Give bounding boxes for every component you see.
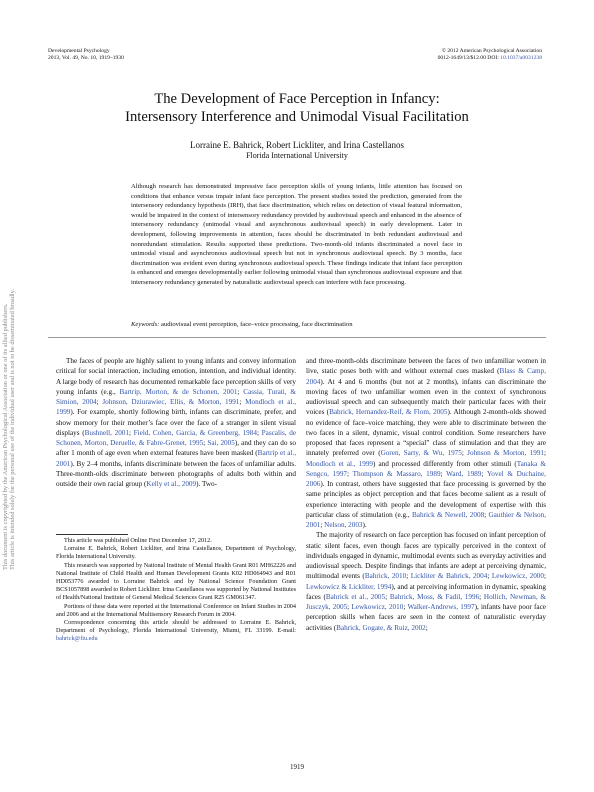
title-line-1: The Development of Face Perception in Infancy: bbox=[154, 91, 440, 107]
citation-link[interactable]: Lewkowicz, 2010 bbox=[351, 603, 404, 611]
paragraph: The majority of research on face perception has focused on infant perception of static silent faces, even though faces are typically perceived in the context of individuals engaged in dynamic, multimodal events such as everyday activities and audiovisual speech. Despite findings that infants are adept at perceiving dynamic, multimodal events (Bahrick, 2010; Lickliter & Bahrick, 2004; Lewkowicz, 2000; Lewkowicz & Lickliter, 1994), and at perceiving information in dynamic, speaking faces (Bahrick et al., 2005; Bahrick, Moss, & Fadil, 1996; Hollich, Newman, & Jusczyk, 2005; Lewkowicz, 2010; Walker-Andrews, 1997), infants have poor face perception skills when faces are seen in the context of naturalistic everyday activities (Bahrick, Gogate, & Ruiz, 2002; bbox=[306, 531, 547, 632]
issn: 0012-1649/13/$12.00 bbox=[437, 55, 486, 61]
footnote-affiliations: Lorraine E. Bahrick, Robert Lickliter, and Irina Castellanos, Department of Psychology, Florida International University. bbox=[56, 545, 296, 561]
footnotes bbox=[56, 537, 296, 644]
affiliation: Florida International University bbox=[246, 151, 348, 160]
paragraph: and three-month-olds discriminate between the faces of two unfamiliar women in live, static poses both with and without external cues masked (Blass & Camp, 2004). At 4 and 6 months (but not at 2 months), infants can discriminate the moving faces of two unfamiliar women even in the context of synchronous audiovisual speech and can subsequently match their particular faces with their voices (Bahrick, Hernandez-Reif, & Flom, 2005). Although 2-month-olds showed no evidence of face–voice matching, they were able to discriminate between the two faces in a silent, dynamic, visual control condition. Some researchers have proposed that faces represent a “special” class of stimulation and that they are innately preferred over (Goren, Sarty, & Wu, 1975; Johnson & Morton, 1991; Mondloch et al., 1999) and processed differently from other stimuli (Tanaka & Sengco, 1997; Thompson & Massaro, 1989; Ward, 1989; Yovel & Duchaine, 2006). In contrast, others have suggested that face processing is governed by the same principles as object perception and that faces become salient as a result of experience interacting with people and the development of expertise with this particular class of stimulation (e.g., Bahrick & Newell, 2008; Gauthier & Nelson, 2001; Nelson, 2003). bbox=[306, 357, 547, 529]
citation-link[interactable]: Walker-Andrews, 1997 bbox=[407, 603, 475, 611]
footnote-presentations: Portions of these data were reported at the International Conference on Infant Studies in 2004 and 2006 and at the International Multisensory Research Forum in 2004. bbox=[56, 602, 296, 618]
citation-link[interactable]: Lewkowicz, 2000 bbox=[491, 572, 544, 581]
copyright-header bbox=[438, 48, 542, 62]
citation-link[interactable]: Lewkowicz & Lickliter, 1994 bbox=[306, 582, 392, 591]
volume-info: 2013, Vol. 49, No. 10, 1919–1930 bbox=[48, 55, 124, 61]
citation-link[interactable]: Bahrick, 2010 bbox=[364, 572, 407, 581]
citation-link[interactable]: Kelly et al., 2009 bbox=[146, 480, 197, 488]
citation-link[interactable]: Bahrick, Moss, & Fadil, 1996 bbox=[389, 592, 480, 601]
author-list: Lorraine E. Bahrick, Robert Lickliter, and Irina Castellanos bbox=[189, 140, 405, 150]
keywords-label: Keywords: bbox=[131, 321, 160, 328]
citation-link[interactable]: Blass & Camp, 2004 bbox=[306, 367, 546, 386]
citation-link[interactable]: Sai, 2005 bbox=[207, 439, 235, 447]
citation-link[interactable]: Bushnell, 2001 bbox=[84, 428, 129, 437]
right-column bbox=[306, 356, 546, 633]
citation-link[interactable]: Mondloch et al., 1999 bbox=[306, 459, 374, 468]
doi-label: DOI: bbox=[487, 55, 499, 61]
citation-link[interactable]: Yovel & Duchaine, 2006 bbox=[306, 469, 546, 488]
citation-link[interactable]: Johnson & Morton, 1991 bbox=[467, 449, 545, 458]
issn-doi-line bbox=[438, 55, 542, 62]
article-title bbox=[60, 90, 534, 126]
sidebar-line-2: This article is intended solely for the personal use of the individual user and is not to be disseminated broadly. bbox=[9, 288, 16, 570]
citation-link[interactable]: Bahrick, Gogate, & Ruiz, 2002 bbox=[336, 623, 426, 632]
journal-header bbox=[48, 48, 124, 62]
doi-link[interactable]: 10.1037/a0031238 bbox=[500, 55, 542, 61]
keywords bbox=[131, 320, 471, 329]
citation-link[interactable]: Field, Cohen, Garcia, & Greenberg, 1984 bbox=[133, 428, 257, 437]
citation-link[interactable]: Bahrick et al., 2005 bbox=[325, 592, 386, 601]
journal-name: Developmental Psychology bbox=[48, 48, 110, 54]
citation-link[interactable]: Bartrip et al., 2001 bbox=[56, 449, 296, 468]
footnote-correspondence: Correspondence concerning this article should be addressed to Lorraine E. Bahrick, Department of Psychology, Florida International University, Miami, FL 33199. E-mail: bahrick@fiu.edu bbox=[56, 619, 296, 643]
citation-link[interactable]: Nelson, 2003 bbox=[324, 521, 363, 529]
title-line-2: Intersensory Interference and Unimodal Visual Facilitation bbox=[125, 109, 469, 125]
sidebar-line-1: This document is copyrighted by the American Psychological Association or one of its allied publishers. bbox=[2, 303, 9, 570]
citation-link[interactable]: Pascalis, de Schonen, Morton, Deruelle, & Fabre-Grenet, 1995 bbox=[56, 428, 297, 447]
citation-link[interactable]: Bartrip, Morton, & de Schonen, 2001 bbox=[119, 387, 238, 396]
citation-link[interactable]: Thompson & Massaro, 1989 bbox=[352, 469, 441, 478]
paragraph: The faces of people are highly salient to young infants and convey information critical for social interaction, including emotion, intention, and individual identity. A large body of research has documented remarkable face perception skills of very young infants (e.g., Bartrip, Morton, & de Schonen, 2001; Cassia, Turati, & Simion, 2004; Johnson, Dziurawiec, Ellis, & Morton, 1991; Mondloch et al., 1999). For example, shortly following birth, infants can discriminate, prefer, and show memory for their mother’s face over the face of a stranger in silent visual displays (Bushnell, 2001; Field, Cohen, Garcia, & Greenberg, 1984; Pascalis, de Schonen, Morton, Deruelle, & Fabre-Grenet, 1995; Sai, 2005), and they can do so after 1 month of age even when external features have been masked (Bartrip et al., 2001). By 2–4 months, infants discriminate between the faces of unfamiliar adults. Three-month-olds discriminate between photographs of adults both within and outside their own racial group (Kelly et al., 2009). Two- bbox=[56, 357, 297, 488]
abstract: Although research has demonstrated impressive face perception skills of young infants, little attention has focused on conditions that enhance versus impair infant face perception. The present studies tested the prediction, generated from the intersensory redundancy hypothesis (IRH), that face discrimination, which relies on detection of visual featural information, would be impaired in the context of intersensory redundancy provided by audiovisual speech and enhanced in the absence of intersensory redundancy (unimodal visual and asynchronous audiovisual speech) in early development. Later in development, following improvements in attention, faces should be discriminated in both redundant audiovisual and nonredundant stimulation. Results supported these predictions. Two-month-old infants discriminated a novel face in unimodal visual and asynchronous audiovisual speech but not in synchronous audiovisual speech. By 3 months, face discrimination was evident even during synchronous audiovisual speech. These findings indicate that infant face perception is enhanced and emerges developmentally earlier following unimodal visual than synchronous audiovisual exposure and that intersensory redundancy generated by naturalistic audiovisual speech can interfere with face processing. bbox=[131, 183, 462, 286]
citation-link[interactable]: Hollich, Newman, & Jusczyk, 2005 bbox=[306, 592, 547, 611]
citation-link[interactable]: Tanaka & Sengco, 1997 bbox=[306, 459, 546, 478]
footnote-divider bbox=[56, 534, 128, 535]
citation-link[interactable]: Johnson, Dziurawiec, Ellis, & Morton, 1991 bbox=[102, 398, 240, 406]
citation-link[interactable]: Mondloch et al., 1999 bbox=[56, 398, 297, 417]
abstract-divider bbox=[48, 337, 546, 338]
citation-link[interactable]: Bahrick, Hernandez-Reif, & Flom, 2005 bbox=[329, 408, 448, 417]
email-link[interactable]: bahrick@fiu.edu bbox=[56, 635, 98, 643]
citation-link[interactable]: Lickliter & Bahrick, 2004 bbox=[410, 572, 488, 581]
footnote-online-date: This article was published Online First December 17, 2012. bbox=[64, 537, 212, 544]
keywords-text: audiovisual event perception, face–voice processing, face discrimination bbox=[159, 321, 353, 328]
copyright-line: © 2012 American Psychological Association bbox=[441, 48, 542, 54]
footnote-funding: This research was supported by National Institute of Mental Health Grant R01 MH62226 and National Institute of Child Health and Human Development Grants K02 HD064943 and R01 HD053776 awarded to Lorraine Bahrick and by National Science Foundation Grant BCS1057898 awarded to Robert Lickliter. Irina Castellanos was supported by National Institutes of Health/National Institute of General Medical Sciences Grant R25 GM061347. bbox=[56, 561, 296, 602]
copyright-sidebar bbox=[0, 0, 16, 792]
page-number: 1919 bbox=[290, 763, 304, 771]
left-column bbox=[56, 356, 296, 489]
citation-link[interactable]: Cassia, Turati, & Simion, 2004 bbox=[56, 387, 296, 406]
citation-link[interactable]: Ward, 1989 bbox=[446, 469, 482, 478]
citation-link[interactable]: Bahrick & Newell, 2008 bbox=[411, 510, 485, 519]
citation-link[interactable]: Gauthier & Nelson, 2001 bbox=[306, 510, 546, 529]
citation-link[interactable]: Goren, Sarty, & Wu, 1975 bbox=[380, 449, 462, 458]
